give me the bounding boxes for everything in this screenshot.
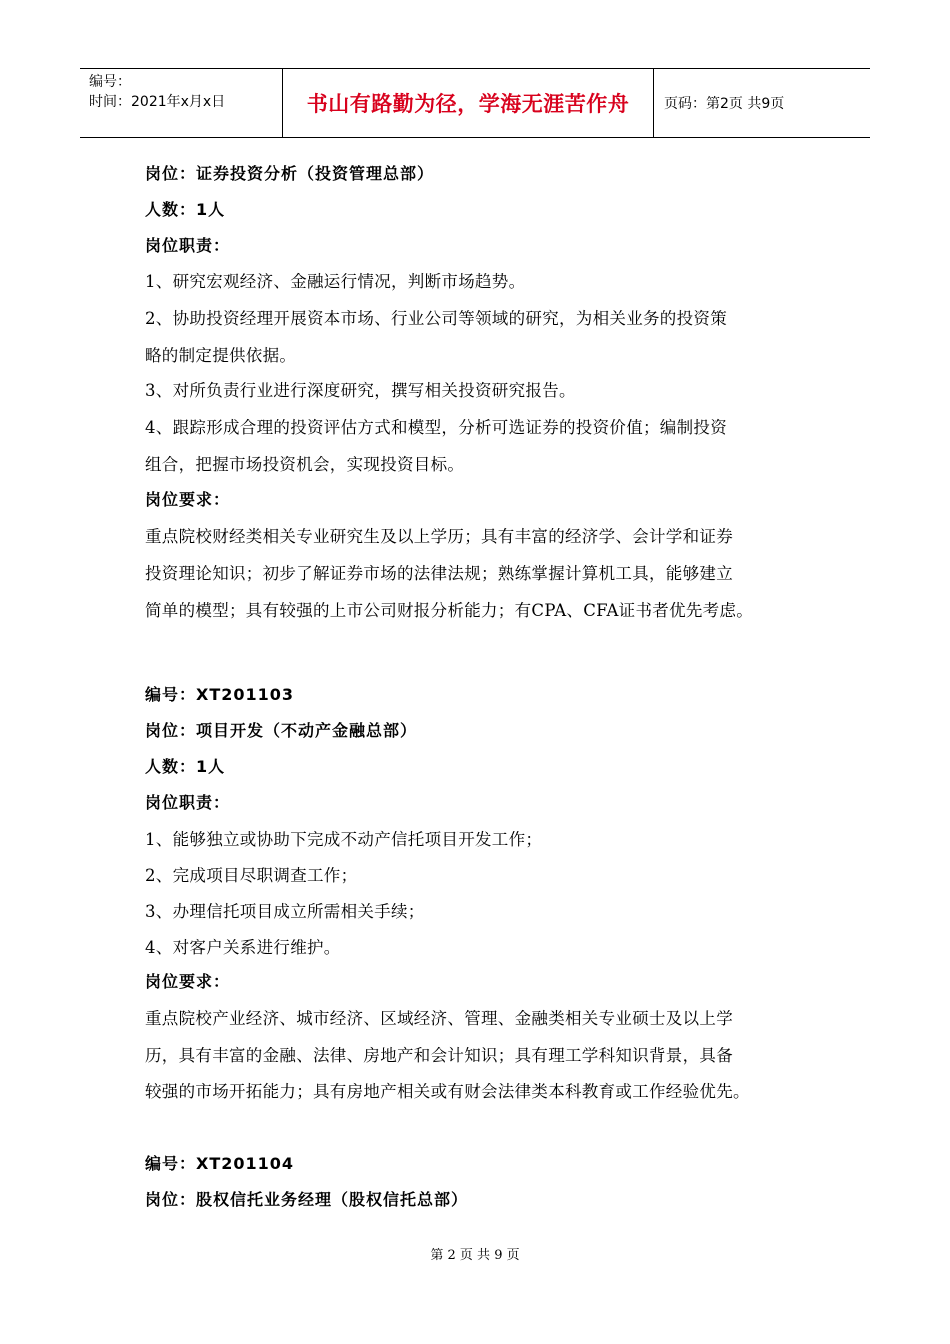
- header-code: 编号：: [89, 74, 131, 90]
- job1-count: 人数：1人: [145, 200, 226, 219]
- header-page-number: 页码：第2页 共9页: [664, 96, 785, 112]
- job1-duty-4-line2: 组合，把握市场投资机会，实现投资目标。: [145, 455, 465, 474]
- header-time: 时间：2021年x月x日: [89, 94, 226, 110]
- job1-duty-2-line2: 略的制定提供依据。: [145, 346, 297, 365]
- job2-duty-3: 3、办理信托项目成立所需相关手续；: [145, 902, 425, 921]
- job2-req-line2: 历，具有丰富的金融、法律、房地产和会计知识；具有理工学科知识背景，具备: [145, 1046, 733, 1065]
- job1-req-line1: 重点院校财经类相关专业研究生及以上学历；具有丰富的经济学、会计学和证券: [145, 527, 733, 546]
- header-meta: [80, 69, 282, 137]
- job2-req-title: 岗位要求：: [145, 972, 231, 991]
- job1-duty-2-line1: 2、协助投资经理开展资本市场、行业公司等领域的研究，为相关业务的投资策: [145, 309, 727, 328]
- page-header: [80, 68, 870, 138]
- job3-code: 编号：XT201104: [145, 1154, 295, 1173]
- page-footer: 第 2 页 共 9 页: [430, 1248, 520, 1263]
- job3-position: 岗位：股权信托业务经理（股权信托总部）: [145, 1190, 469, 1209]
- job1-req-line2: 投资理论知识；初步了解证券市场的法律法规；熟练掌握计算机工具，能够建立: [145, 564, 733, 583]
- job2-req-line3: 较强的市场开拓能力；具有房地产相关或有财会法律类本科教育或工作经验优先。: [145, 1082, 750, 1101]
- job1-duties-title: 岗位职责：: [145, 236, 231, 255]
- job1-duty-3: 3、对所负责行业进行深度研究，撰写相关投资研究报告。: [145, 381, 576, 400]
- job2-duty-4: 4、对客户关系进行维护。: [145, 938, 341, 957]
- header-motto-cell: [282, 69, 654, 137]
- job2-count: 人数：1人: [145, 757, 226, 776]
- header-page-cell: [654, 69, 870, 137]
- job1-req-title: 岗位要求：: [145, 490, 231, 509]
- job1-position: 岗位：证券投资分析（投资管理总部）: [145, 164, 435, 183]
- job1-duty-1: 1、研究宏观经济、金融运行情况，判断市场趋势。: [145, 272, 526, 291]
- job1-req-line3: 简单的模型；具有较强的上市公司财报分析能力；有CPA、CFA证书者优先考虑。: [145, 601, 754, 620]
- job2-duties-title: 岗位职责：: [145, 793, 231, 812]
- job2-code: 编号：XT201103: [145, 685, 295, 704]
- job2-req-line1: 重点院校产业经济、城市经济、区域经济、管理、金融类相关专业硕士及以上学: [145, 1009, 733, 1028]
- job1-duty-4-line1: 4、跟踪形成合理的投资评估方式和模型，分析可选证券的投资价值；编制投资: [145, 418, 727, 437]
- job2-duty-1: 1、能够独立或协助下完成不动产信托项目开发工作；: [145, 830, 543, 849]
- job2-duty-2: 2、完成项目尽职调查工作；: [145, 866, 358, 885]
- job2-position: 岗位：项目开发（不动产金融总部）: [145, 721, 418, 740]
- header-motto: 书山有路勤为径，学海无涯苦作舟: [306, 92, 630, 116]
